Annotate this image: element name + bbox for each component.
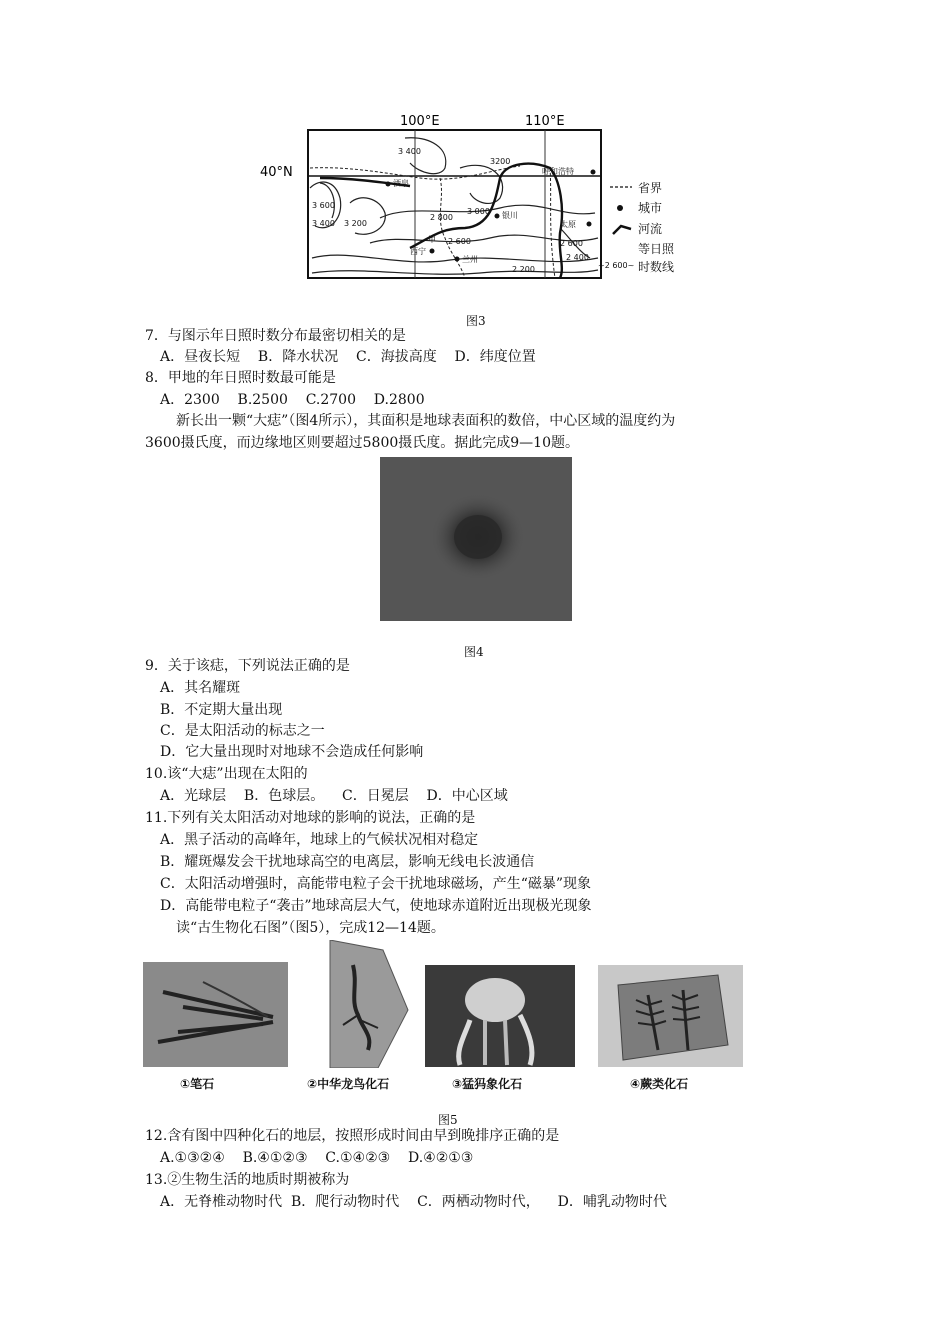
q8-stem: 8．甲地的年日照时数最可能是 bbox=[145, 370, 336, 386]
q7-stem: 7．与图示年日照时数分布最密切相关的是 bbox=[145, 328, 406, 344]
contour-label: 3 200 bbox=[344, 219, 367, 228]
intro-12-14: 读“古生物化石图”（图5），完成12—14题。 bbox=[176, 920, 445, 936]
city-label-xining: 西宁 bbox=[410, 247, 426, 256]
contour-label: 3 600 bbox=[312, 201, 335, 210]
figure4-sunspot-image bbox=[380, 457, 572, 621]
fossil-mammoth-image bbox=[425, 965, 575, 1067]
legend-isoline-label-1: 等日照 bbox=[638, 242, 675, 256]
lon-100-label: 100°E bbox=[400, 114, 440, 129]
city-dot bbox=[495, 214, 500, 219]
contour-label: 2 400 bbox=[566, 253, 589, 262]
q10-options: A．光球层 B．色球层。 C．日冕层 D．中心区域 bbox=[160, 788, 508, 804]
fossil-caption-mammoth: ③猛犸象化石 bbox=[452, 1077, 523, 1091]
legend-river-icon bbox=[613, 226, 631, 234]
q9-option-b: B．不定期大量出现 bbox=[160, 702, 283, 718]
city-label-taiyuan: 太原 bbox=[560, 220, 576, 229]
q13-stem: 13.②生物生活的地质时期被称为 bbox=[145, 1172, 350, 1188]
city-dot bbox=[587, 222, 592, 227]
legend-city: 城市 bbox=[638, 201, 663, 215]
lon-110-label: 110°E bbox=[525, 114, 565, 129]
fossil-sinosauropteryx-image bbox=[328, 940, 410, 1068]
intro-9-10-line2: 3600摄氏度，而边缘地区则要超过5800摄氏度。据此完成9—10题。 bbox=[145, 435, 579, 451]
city-dot bbox=[430, 249, 435, 254]
q9-option-c: C．是太阳活动的标志之一 bbox=[160, 723, 325, 739]
place-jia-label: 甲 bbox=[428, 235, 436, 244]
q9-option-a: A．其名耀斑 bbox=[160, 680, 241, 696]
legend-river: 河流 bbox=[638, 222, 663, 236]
lat-40-label: 40°N bbox=[260, 165, 293, 180]
fossil-caption-fern: ④蕨类化石 bbox=[630, 1077, 689, 1091]
q11-stem: 11.下列有关太阳活动对地球的影响的说法，正确的是 bbox=[145, 810, 476, 826]
fossil-graptolite-image bbox=[143, 962, 288, 1067]
city-dot bbox=[386, 182, 391, 187]
city-dot bbox=[455, 257, 460, 262]
intro-9-10-line1: 新长出一颗“大痣”（图4所示），其面积是地球表面积的数倍，中心区域的温度约为 bbox=[176, 413, 676, 429]
city-label-jiuquan: 酒泉 bbox=[393, 179, 409, 188]
contour-label: 2 200 bbox=[512, 265, 535, 274]
city-label-hohhot: 呼和浩特 bbox=[542, 167, 574, 176]
q9-stem: 9．关于该痣，下列说法正确的是 bbox=[145, 658, 350, 674]
contour-label: 2 600 bbox=[560, 239, 583, 248]
q11-option-a: A．黑子活动的高峰年，地球上的气候状况相对稳定 bbox=[160, 832, 479, 848]
figure3-map bbox=[260, 108, 700, 290]
figure4-caption: 图4 bbox=[464, 645, 484, 659]
q12-stem: 12.含有图中四种化石的地层，按照形成时间由早到晚排序正确的是 bbox=[145, 1128, 560, 1144]
fossil-caption-sinosauropteryx: ②中华龙鸟化石 bbox=[307, 1077, 390, 1091]
contour-label: 2 800 bbox=[430, 213, 453, 222]
q11-option-c: C．太阳活动增强时，高能带电粒子会干扰地球磁场，产生“磁暴”现象 bbox=[160, 876, 592, 892]
q8-options: A．2300 B.2500 C.2700 D.2800 bbox=[160, 392, 425, 408]
legend-isoline-label-2: 时数线 bbox=[638, 260, 675, 274]
contour-label: 3 000 bbox=[467, 207, 490, 216]
figure3-caption: 图3 bbox=[466, 314, 486, 328]
q12-options: A.①③②④ B.④①②③ C.①④②③ D.④②①③ bbox=[160, 1150, 474, 1166]
q7-options: A．昼夜长短 B．降水状况 C．海拔高度 D．纬度位置 bbox=[160, 349, 536, 365]
q10-stem: 10.该“大痣”出现在太阳的 bbox=[145, 766, 308, 782]
legend-province: 省界 bbox=[638, 181, 663, 195]
legend-city-dot bbox=[617, 205, 623, 211]
contour-label: 3200 bbox=[490, 157, 511, 166]
city-label-yinchuan: 银川 bbox=[502, 211, 518, 220]
fossil-fern-image bbox=[598, 965, 743, 1067]
q9-option-d: D．它大量出现时对地球不会造成任何影响 bbox=[160, 744, 424, 760]
city-dot bbox=[591, 170, 596, 175]
legend-isoline-value: ~2 600~ bbox=[598, 261, 635, 270]
q13-options: A．无脊椎动物时代 B．爬行动物时代 C．两栖动物时代， D．哺乳动物时代 bbox=[160, 1194, 667, 1210]
contour-label: 2 600 bbox=[448, 237, 471, 246]
figure5-caption: 图5 bbox=[438, 1113, 458, 1127]
q11-option-d: D．高能带电粒子“袭击”地球高层大气，使地球赤道附近出现极光现象 bbox=[160, 898, 592, 914]
contour-label: 3 400 bbox=[398, 147, 421, 156]
city-label-lanzhou: 兰州 bbox=[462, 255, 478, 264]
q11-option-b: B．耀斑爆发会干扰地球高空的电离层，影响无线电长波通信 bbox=[160, 854, 535, 870]
contour-label: 3 400 bbox=[312, 219, 335, 228]
fossil-caption-graptolite: ①笔石 bbox=[180, 1077, 215, 1091]
